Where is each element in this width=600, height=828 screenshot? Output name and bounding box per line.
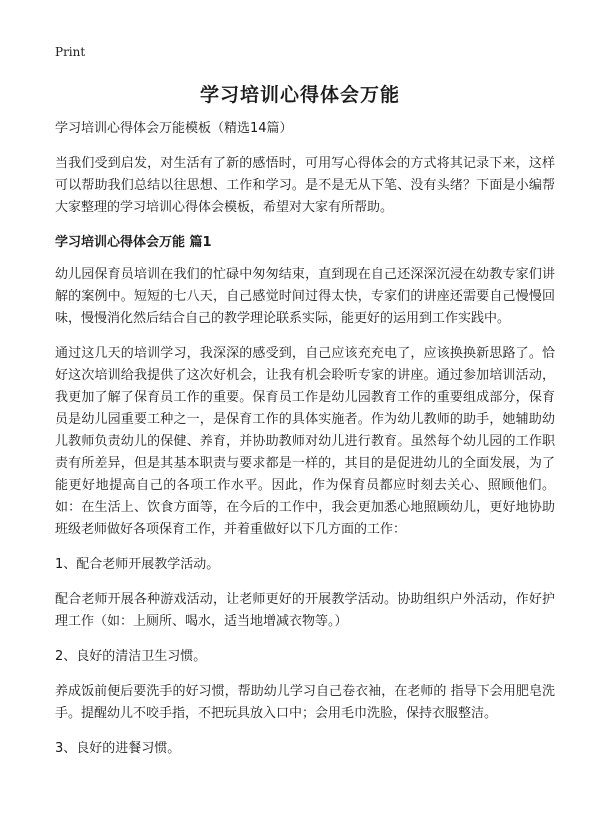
intro-paragraph: 当我们受到启发，对生活有了新的感悟时，可用写心得体会的方式将其记录下来，这样可以帮助我们总结以往思想、工作和学习。是不是无从下笔、没有头绪？下面是小编帮大家整理的学习培训心得体会模板，希望对大家有所帮助。 bbox=[55, 156, 555, 215]
article-body bbox=[55, 118, 555, 773]
paragraph: 养成饭前便后要洗手的好习惯，帮助幼儿学习自己卷衣袖，在老师的 指导下会用肥皂洗手。提醒幼儿不咬手指，不把玩具放入口中；会用毛巾洗脸，保持衣服整洁。 bbox=[55, 684, 555, 721]
page-title: 学习培训心得体会万能 bbox=[199, 84, 400, 106]
section-heading: 学习培训心得体会万能 篇1 bbox=[55, 235, 212, 250]
list-heading: 2、良好的清洁卫生习惯。 bbox=[55, 649, 207, 664]
list-heading: 1、配合老师开展教学活动。 bbox=[55, 557, 220, 572]
paragraph: 通过这几天的培训学习，我深深的感受到，自己应该充充电了，应该换换新思路了。恰好这次培训给我提供了这次好机会，让我有机会聆听专家的讲座。通过参加培训活动，我更加了解了保育员工作的重要。保育员工作是幼儿园教育工作的重要组成部分，保育员是幼儿园重要工种之一，是保育工作的具体实施者。作为幼儿教师的助手，她辅助幼儿教师负责幼儿的保健、养育，并协助教师对幼儿进行教育。虽然每个幼儿园的工作职责有所差异，但是其基本职责与要求都是一样的，其目的是促进幼儿的全面发展，为了能更好地提高自己的各项工作水平。因此，作为保育员都应时刻去关心、照顾他们。如：在生活上、饮食方面等，在今后的工作中，我会更加悉心地照顾幼儿，更好地协助班级老师做好各项保育工作，并着重做好以下几方面的工作： bbox=[55, 346, 555, 537]
print-link[interactable]: Print bbox=[55, 45, 86, 59]
subtitle: 学习培训心得体会万能模板（精选14篇） bbox=[55, 121, 293, 136]
paragraph: 配合老师开展各种游戏活动，让老师更好的开展教学活动。协助组织户外活动，作好护理工作（如：上厕所、喝水，适当地增减衣物等。） bbox=[55, 592, 555, 629]
paragraph: 幼儿园保育员培训在我们的忙碌中匆匆结束，直到现在自己还深深沉浸在幼教专家们讲解的案例中。短短的七八天，自己感觉时间过得太快，专家们的讲座还需要自己慢慢回味，慢慢消化然后结合自己的教学理论联系实际，能更好的运用到工作实践中。 bbox=[55, 267, 555, 326]
list-heading: 3、良好的进餐习惯。 bbox=[55, 741, 181, 756]
